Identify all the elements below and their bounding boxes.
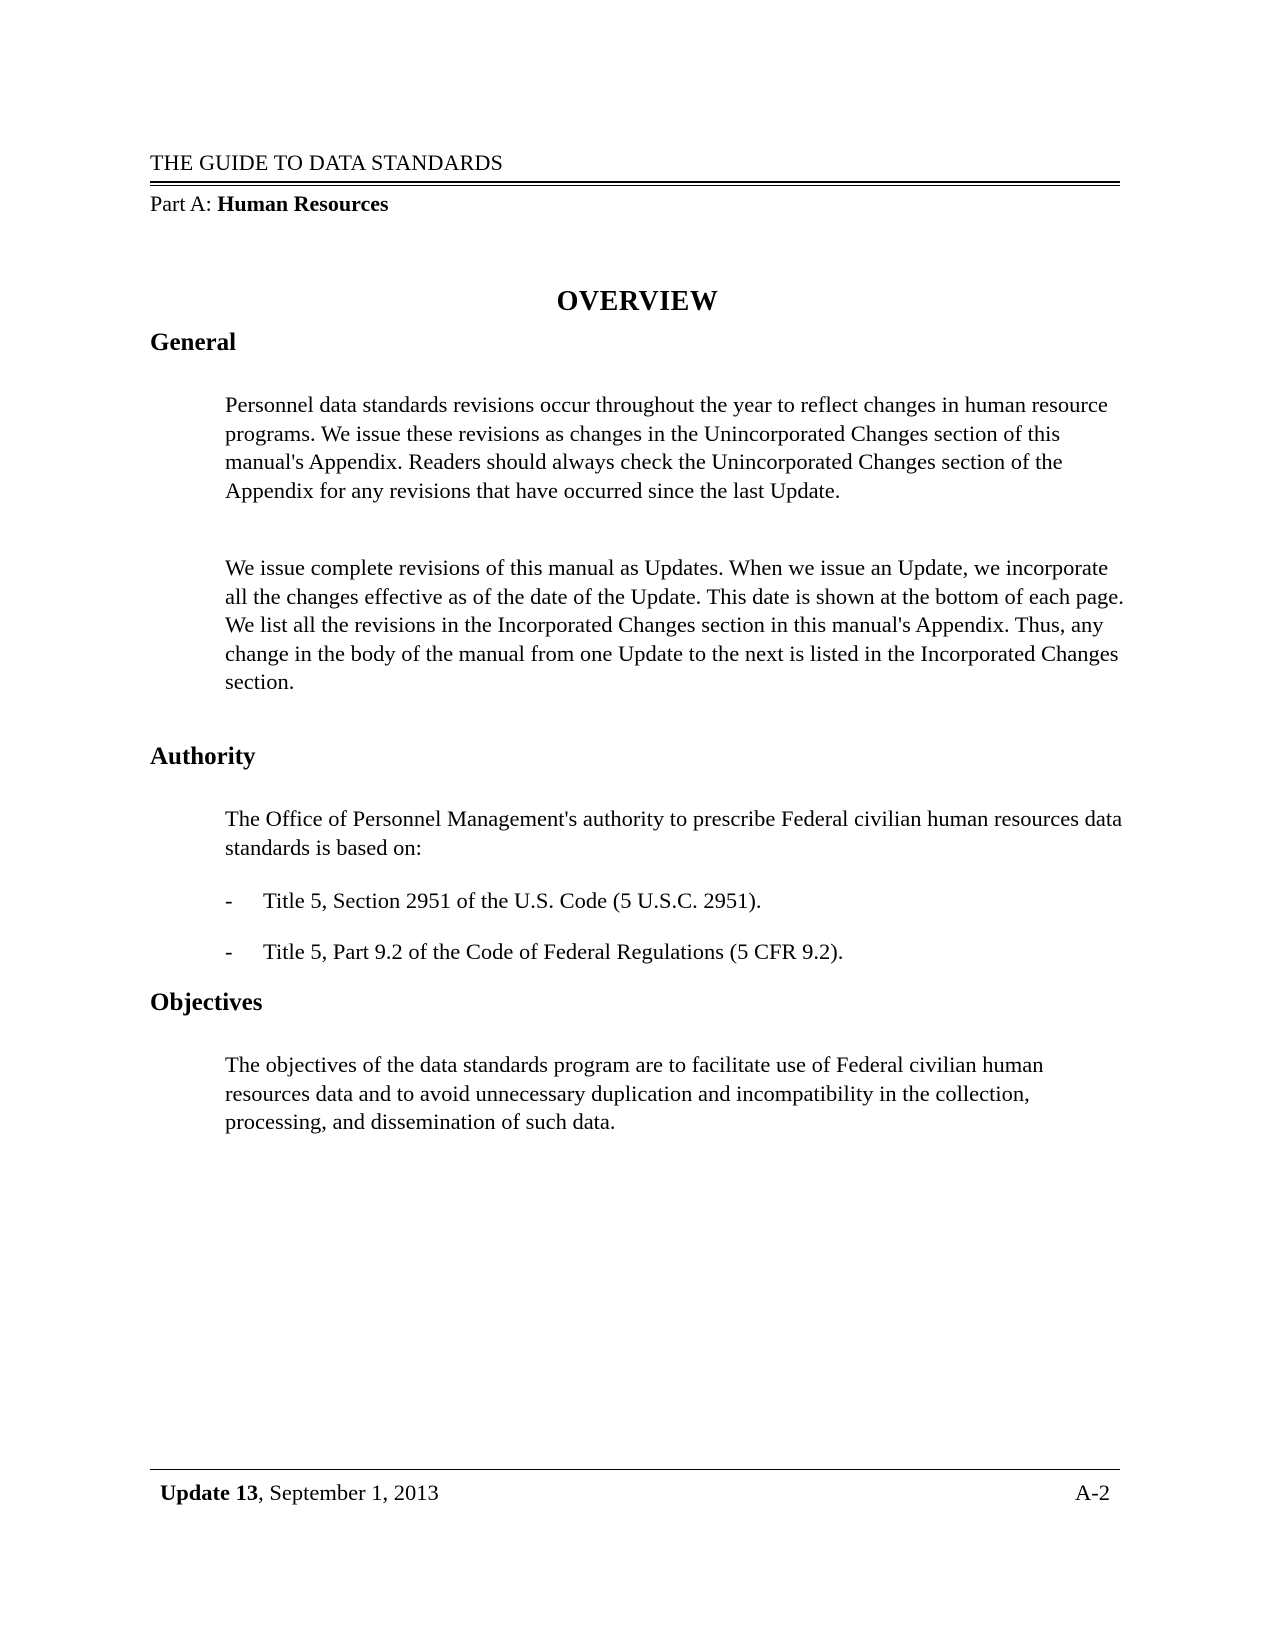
part-name: Human Resources — [217, 191, 389, 216]
document-title: THE GUIDE TO DATA STANDARDS — [150, 150, 504, 175]
page-heading: OVERVIEW — [556, 286, 719, 317]
authority-intro: The Office of Personnel Management's authority to prescribe Federal civilian human resources data standards is based on: — [225, 806, 1123, 860]
general-paragraph-1: Personnel data standards revisions occur throughout the year to reflect changes in human resource programs. We issue these revisions as changes in the Unincorporated Changes section of this manual's Appendix. Readers should always check the Unincorporated Changes section of the Appendix for any revisions that have occurred since the last Update. — [225, 392, 1108, 503]
bullet-text: Title 5, Section 2951 of the U.S. Code (5 U.S.C. 2951). — [263, 888, 762, 913]
bullet-marker: - — [225, 888, 233, 913]
general-paragraph-2: We issue complete revisions of this manual as Updates. When we issue an Update, we incorporate all the changes effective as of the date of the Update. This date is shown at the bottom of each page. We list all the revisions in the Incorporated Changes section in this manual's Appendix. Thus, any change in the body of the manual from one Update to the next is listed in the Incorporated Changes section. — [225, 555, 1124, 694]
bullet-marker: - — [225, 939, 233, 964]
footer-rule — [150, 1469, 1120, 1470]
part-prefix: Part A: — [150, 191, 218, 216]
header-rule — [150, 181, 1120, 183]
part-label — [150, 191, 389, 217]
objectives-paragraph: The objectives of the data standards program are to facilitate use of Federal civilian human resources data and to avoid unnecessary duplication and incompatibility in the collection, processing, and dissemination of such data. — [225, 1052, 1044, 1134]
page-number: A-2 — [1075, 1480, 1110, 1505]
bullet-text: Title 5, Part 9.2 of the Code of Federal Regulations (5 CFR 9.2). — [263, 939, 844, 964]
section-heading-general: General — [150, 329, 237, 356]
update-label: Update 13 — [160, 1480, 259, 1505]
header-rule-secondary — [150, 185, 1120, 186]
update-date: , September 1, 2013 — [258, 1480, 439, 1505]
footer-update-info — [160, 1479, 439, 1507]
section-heading-objectives: Objectives — [150, 989, 263, 1016]
section-heading-authority: Authority — [150, 743, 256, 770]
